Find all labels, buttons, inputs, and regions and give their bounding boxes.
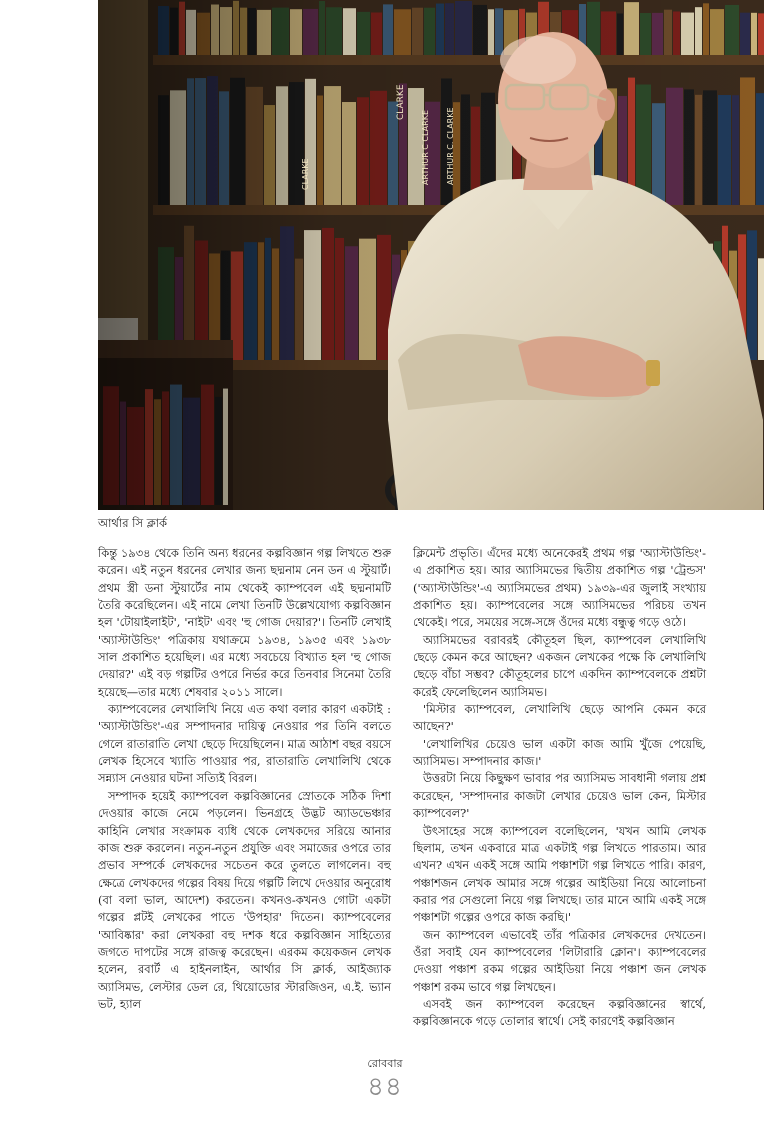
- paragraph: উত্তরটা নিয়ে কিছুক্ষণ ভাবার পর অ্যাসিমভ সাবধানী গলায় প্রশ্ন করেছেন, 'সম্পাদনার কাজটা লেখার চেয়েও ভাল কেন, মিস্টার ক্যাম্পবেল?': [413, 771, 706, 821]
- portrait-photo: [98, 0, 764, 510]
- paragraph: 'লেখালিখির চেয়েও ভাল একটা কাজ আমি খুঁজে পেয়েছি, অ্যাসিমভ। সম্পাদনার কাজ।': [413, 736, 706, 769]
- paragraph: সম্পাদক হয়েই ক্যাম্পবেল কল্পবিজ্ঞানের স্রোতকে সঠিক দিশা দেওয়ার কাজে নেমে পড়লেন। ভিনগ্রহে উদ্ভট অ্যাডভেঞ্চার কাহিনি লেখার সংক্রামক ব্যধি থেকে লেখকদের সরিয়ে আনার কাজ শুরু করলেন। নতুন-নতুন প্রযুক্তি এবং সমাজের ওপরে তার প্রভাব সম্পর্কে লেখকদের সচেতন করে তুলতে লাগলেন। বহু ক্ষেত্রে লেখকদের গল্পের বিষয় দিয়ে গল্পটি লিখে দেওয়ার অনুরোধ (বা বলা ভাল, আদেশ) করতেন। কখনও-কখনও গোটা একটা গল্পের প্লটই লেখকের পাতে 'উপহার' দিতেন। ক্যাম্পবেলের 'আবিষ্কার' করা লেখকরা বহু দশক ধরে কল্পবিজ্ঞান সাহিত্যের জগতে দাপটের সঙ্গে রাজত্ব করেছেন। এরকম কয়েকজন লেখক হলেন, রবার্ট এ হাইনলাইন, আর্থার সি ক্লার্ক, আইজ্যাক অ্যাসিমভ, লেস্টার ডেল রে, থিয়োডোর স্টারজিওন, এ.ই. ভ্যান ভট, হ্যাল: [98, 788, 391, 1011]
- paragraph: 'মিস্টার ক্যাম্পবেল, লেখালিখি ছেড়ে আপনি কেমন করে আছেন?': [413, 702, 706, 734]
- spine-label: ARTHUR C. CLARKE: [446, 107, 455, 185]
- article-column-right: [413, 545, 706, 1031]
- paragraph: এসবই জন ক্যাম্পবেল করেছেন কল্পবিজ্ঞানের স্বার্থে, কল্পবিজ্ঞানকে গড়ে তোলার স্বার্থে। সেই কারণেই কল্পবিজ্ঞান: [413, 996, 706, 1029]
- paragraph: ক্লিমেন্ট প্রভৃতি। এঁদের মধ্যে অনেকেরই প্রথম গল্প 'অ্যাস্টাউন্ডিং'-এ প্রকাশিত হয়। আর অ্যাসিমভের দ্বিতীয় প্রকাশিত গল্প 'ট্রেন্ডস' ('অ্যাস্টাউন্ডিং'-এ অ্যাসিমভের প্রথম) ১৯৩৯-এর জুলাই সংখ্যায় প্রকাশিত হয়। ক্যাম্পবেলের সঙ্গে অ্যাসিমভের পরিচয় তখন থেকেই। পরে, সময়ের সঙ্গে-সঙ্গে ওঁদের মধ্যে বন্ধুত্ব গড়ে ওঠে।: [413, 546, 706, 630]
- paragraph: অ্যাসিমভের বরাবরই কৌতূহল ছিল, ক্যাম্পবেল লেখালিখি ছেড়ে কেমন করে আছেন? একজন লেখকের পক্ষে কি লেখালিখি ছেড়ে বাঁচা সম্ভব? কৌতূহলের চাপে একদিন ক্যাম্পবেলকে প্রশ্নটা করেই ফেলেছিলেন অ্যাসিমভ।: [413, 632, 706, 699]
- paragraph: জন ক্যাম্পবেল এভাবেই তাঁর পত্রিকার লেখকদের দেখতেন। ওঁরা সবাই যেন ক্যাম্পবেলের 'লিটারারি ক্লোন'। ক্যাম্পবেলের দেওয়া পঞ্চাশ রকম গল্পের আইডিয়া নিয়ে পঞ্চাশ জন লেখক পঞ্চাশ রকম ভাবে গল্প লিখছেন।: [413, 927, 706, 994]
- magazine-name: রোববার: [367, 1057, 403, 1070]
- paragraph: ক্যাম্পবেলের লেখালিখি নিয়ে এত কথা বলার কারণ একটাই : 'অ্যাস্টাউন্ডিং'-এর সম্পাদনার দায়িত্ব নেওয়ার পর তিনি বলতে গেলে রাতারাতি লেখা ছেড়ে দিয়েছিলেন। মাত্র আঠাশ বছর বয়সে লেখক হিসেবে খ্যাতি পাওয়ার পর, রাতারাতি লেখালিখি থেকে সন্ন্যাস নেওয়ার ঘটনা সত্যিই বিরল।: [98, 702, 391, 786]
- bookshelf-scene: [98, 0, 764, 510]
- spine-label: ARTHUR C CLARKE: [421, 110, 430, 185]
- spine-label: CLARKE: [301, 158, 310, 190]
- spine-label: CLARKE: [396, 84, 406, 120]
- photo-caption: আর্থার সি ক্লার্ক: [98, 516, 168, 530]
- paragraph: উৎসাহের সঙ্গে ক্যাম্পবেল বলেছিলেন, 'যখন আমি লেখক ছিলাম, তখন একবারে মাত্র একটাই গল্প লিখতে পারতাম। আর এখন? এখন একই সঙ্গে আমি পঞ্চাশটা গল্প লিখতে পারি। কারণ, পঞ্চাশজন লেখক আমার সঙ্গে গল্পের আইডিয়া নিয়ে আলোচনা করার পর সেগুলো নিয়ে গল্প লিখছে। তার মানে আমি একই সঙ্গে পঞ্চাশটা গল্পের ওপরে কাজ করছি।': [413, 823, 706, 925]
- article-column-left: [98, 545, 391, 1013]
- page-number: ৪৪: [367, 1072, 403, 1102]
- paragraph: কিন্তু ১৯৩৪ থেকে তিনি অন্য ধরনের কল্পবিজ্ঞান গল্প লিখতে শুরু করেন। এই নতুন ধরনের লেখার জন্য ছদ্মনাম নেন ডন এ স্টুয়ার্ট। প্রথম স্ত্রী ডনা স্টুয়ার্টের নাম থেকেই ক্যাম্পবেল এই ছদ্মনামটি তৈরি করেছিলেন। এই নামে লেখা তিনটি উল্লেখযোগ্য কল্পবিজ্ঞান হল 'টোয়াইলাইট', 'নাইট' এবং 'হু গোজ দেয়ার?'। তিনটি লেখাই 'অ্যাস্টাউন্ডিং' পত্রিকায় যথাক্রমে ১৯৩৪, ১৯৩৫ এবং ১৯৩৮ সাল প্রকাশিত হয়েছিল। এর মধ্যে সবচেয়ে বিখ্যাত হল 'হু গোজ দেয়ার?' এই বড় গল্পটির ওপরে নির্ভর করে তিনবার সিনেমা তৈরি হয়েছে—তার মধ্যে শেষবার ২০১১ সালে।: [98, 546, 391, 699]
